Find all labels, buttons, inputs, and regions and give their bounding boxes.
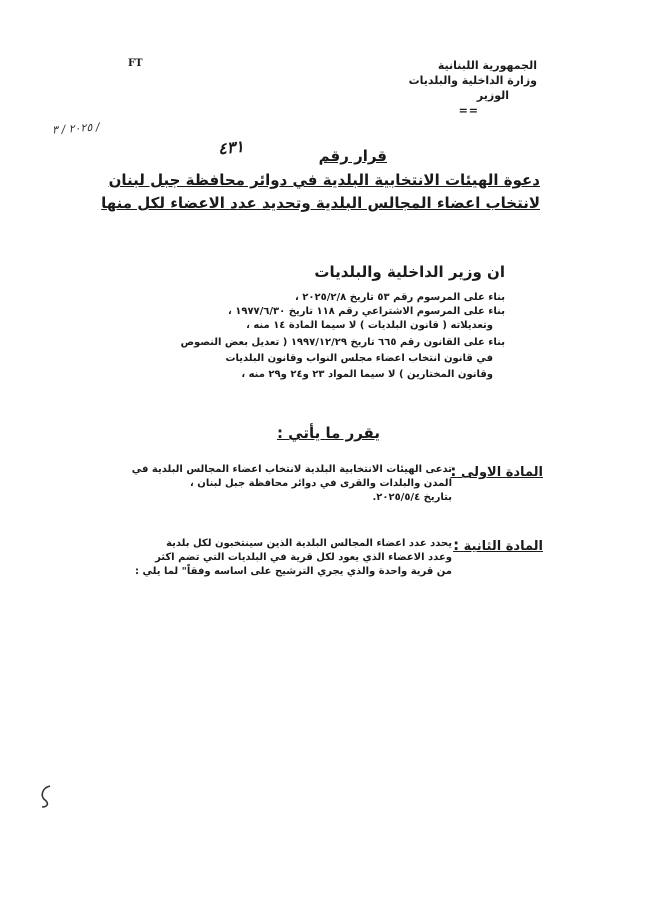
article-2-colon: : bbox=[453, 536, 460, 554]
article-2-title bbox=[453, 536, 543, 554]
document-title-line-1: دعوة الهيئات الانتخابية البلدية في دوائر محافظة جبل لبنان bbox=[108, 171, 540, 189]
article-2-body bbox=[92, 537, 452, 579]
provision-line: وتعديلاته ( قانون البلديات ) لا سيما المادة ١٤ منه ، bbox=[246, 320, 493, 331]
decision-number: ٤٣١ bbox=[217, 136, 245, 159]
handwritten-date: ٢٠٢٥ / ٣ / bbox=[51, 120, 100, 137]
provision-line: في قانون انتخاب اعضاء مجلس النواب وقانون البلديات bbox=[225, 353, 493, 364]
minister-heading: ان وزير الداخلية والبلديات bbox=[314, 263, 505, 281]
corner-code: FT bbox=[128, 58, 143, 69]
document-title-line-2: لانتخاب اعضاء المجالس البلدية وتحديد عدد الاعضاء لكل منها bbox=[101, 194, 540, 212]
article-line: يحدد عدد اعضاء المجالس البلدية الذين سينتخبون لكل بلدية bbox=[166, 538, 452, 549]
article-1-title bbox=[450, 462, 543, 480]
article-line: من قرية واحدة والذي يجري الترشيح على اساسه وفقاً" لما يلي : bbox=[135, 566, 452, 577]
article-line: تدعى الهيئات الانتخابية البلدية لانتخاب اعضاء المجالس البلدية في bbox=[131, 464, 452, 475]
handwritten-mark-icon bbox=[36, 782, 56, 810]
article-1-colon: : bbox=[450, 462, 457, 480]
provision-line: بناء على القانون رقم ٦٦٥ تاريخ ١٩٩٧/١٢/٢٩ ( تعديل بعض النصوص bbox=[180, 337, 505, 348]
provision-line: بناء على المرسوم الاشتراعي رقم ١١٨ تاريخ ١٩٧٧/٦/٣٠ ، bbox=[227, 306, 505, 317]
letterhead-ministry: وزارة الداخلية والبلديات bbox=[408, 74, 537, 87]
article-1-title-text: المادة الاولى bbox=[460, 465, 543, 480]
letterhead-separator: == bbox=[458, 104, 479, 117]
provision-line: بناء على المرسوم رقم ٥٣ تاريخ ٢٠٢٥/٢/٨ ، bbox=[295, 292, 505, 303]
provision-line: وقانون المختارين ) لا سيما المواد ٢٣ و٢٤ و٢٩ منه ، bbox=[241, 369, 493, 380]
decision-label: قرار رقم bbox=[318, 147, 387, 165]
article-1-body bbox=[92, 463, 452, 505]
article-line: بتاريخ ٢٠٢٥/٥/٤. bbox=[372, 492, 452, 503]
letterhead-republic: الجمهورية اللبنانية bbox=[437, 59, 537, 72]
article-2-title-text: المادة الثانية bbox=[463, 539, 543, 554]
letterhead bbox=[377, 58, 537, 118]
decides-heading: يقرر ما يأتي : bbox=[276, 424, 380, 442]
letterhead-minister: الوزير bbox=[476, 89, 509, 102]
article-line: وعدد الاعضاء الذي يعود لكل قرية في البلديات التي تضم اكثر bbox=[155, 552, 452, 563]
article-line: المدن والبلدات والقرى في دوائر محافظة جبل لبنان ، bbox=[190, 478, 452, 489]
